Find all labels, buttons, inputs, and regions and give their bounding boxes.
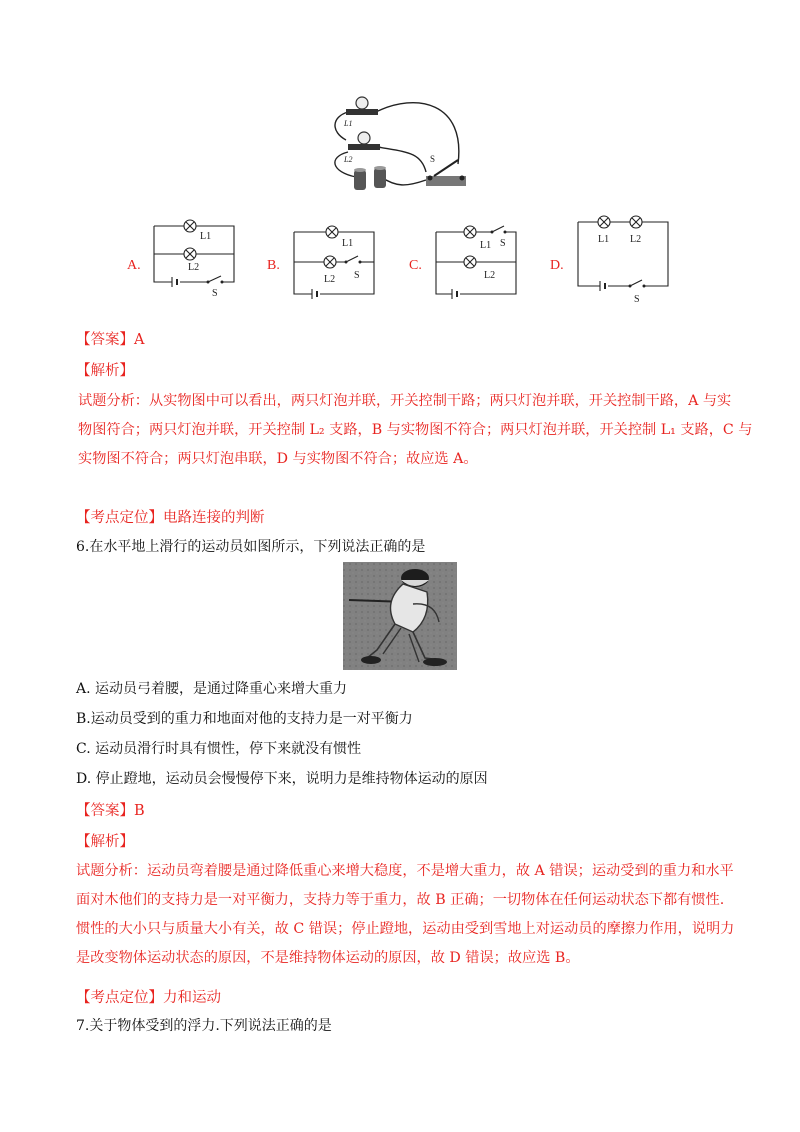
q6-option-a: A. 运动员弓着腰，是通过降重心来增大重力 xyxy=(76,681,348,697)
option-b-l1: L1 xyxy=(342,238,354,249)
circuit-option-c xyxy=(430,216,522,300)
q5-analysis-line-1: 试题分析：从实物图中可以看出，两只灯泡并联，开关控制干路；两只灯泡并联，开关控制干路，A 与实 xyxy=(78,393,732,409)
q5-analysis-title: 【解析】 xyxy=(76,363,134,379)
option-a-l2: L2 xyxy=(188,262,200,273)
circuit-option-b xyxy=(288,216,380,300)
option-c-l1: L1 xyxy=(480,240,492,251)
q5-analysis-line-2: 物图符合；两只灯泡并联，开关控制 L₂ 支路，B 与实物图不符合；两只灯泡并联，开关控制 L₁ 支路，C 与 xyxy=(78,422,753,438)
q6-topic: 【考点定位】力和运动 xyxy=(76,990,221,1006)
option-c-s: S xyxy=(500,238,506,249)
option-d-l2: L2 xyxy=(630,234,642,245)
skater-photo xyxy=(343,562,457,670)
q5-analysis xyxy=(78,387,753,474)
q6-analysis-title: 【解析】 xyxy=(76,834,134,850)
option-c-letter: C. xyxy=(409,258,422,273)
option-b-l2: L2 xyxy=(324,274,336,285)
option-a-letter: A. xyxy=(127,258,141,273)
option-a-s: S xyxy=(212,288,218,298)
q5-answer: 【答案】A xyxy=(76,332,145,348)
circuit-option-a xyxy=(148,212,240,298)
q5-analysis-line-3: 实物图不符合；两只灯泡串联，D 与实物图不符合；故应选 A。 xyxy=(78,451,478,467)
q6-answer: 【答案】B xyxy=(76,803,145,819)
q6-analysis-line-4: 是改变物体运动状态的原因，不是维持物体运动的原因，故 D 错误；故应选 B。 xyxy=(76,950,580,966)
q6-question: 6.在水平地上滑行的运动员如图所示，下列说法正确的是 xyxy=(76,539,426,555)
option-d-l1: L1 xyxy=(598,234,610,245)
option-b-s: S xyxy=(354,270,360,281)
option-c-l2: L2 xyxy=(484,270,496,281)
q6-option-c: C. 运动员滑行时具有惯性，停下来就没有惯性 xyxy=(76,741,362,757)
option-b-letter: B. xyxy=(267,258,280,273)
circuit-photo xyxy=(326,92,474,200)
q6-analysis-line-3: 惯性的大小只与质量大小有关，故 C 错误；停止蹬地，运动由受到雪地上对运动员的摩擦力作用，说明力 xyxy=(76,921,735,937)
q6-option-b: B.运动员受到的重力和地面对他的支持力是一对平衡力 xyxy=(76,711,413,727)
q6-analysis-line-2: 面对木他们的支持力是一对平衡力，支持力等于重力，故 B 正确；一切物体在任何运动状态下都有惯性. xyxy=(76,892,725,908)
q6-analysis-line-1: 试题分析：运动员弯着腰是通过降低重心来增大稳度，不是增大重力，故 A 错误；运动受到的重力和水平 xyxy=(76,863,734,879)
photo-l2-label: L2 xyxy=(344,155,353,164)
q5-topic: 【考点定位】电路连接的判断 xyxy=(76,510,265,526)
q7-question: 7.关于物体受到的浮力.下列说法正确的是 xyxy=(76,1018,332,1034)
circuit-option-d xyxy=(572,210,676,306)
option-a-l1: L1 xyxy=(200,231,212,242)
option-d-letter: D. xyxy=(550,258,564,273)
q6-analysis xyxy=(76,857,746,973)
option-d-s: S xyxy=(634,294,640,305)
photo-s-label: S xyxy=(430,154,436,164)
q6-option-d: D. 停止蹬地，运动员会慢慢停下来，说明力是维持物体运动的原因 xyxy=(76,771,488,787)
photo-l1-label: L1 xyxy=(344,119,353,128)
